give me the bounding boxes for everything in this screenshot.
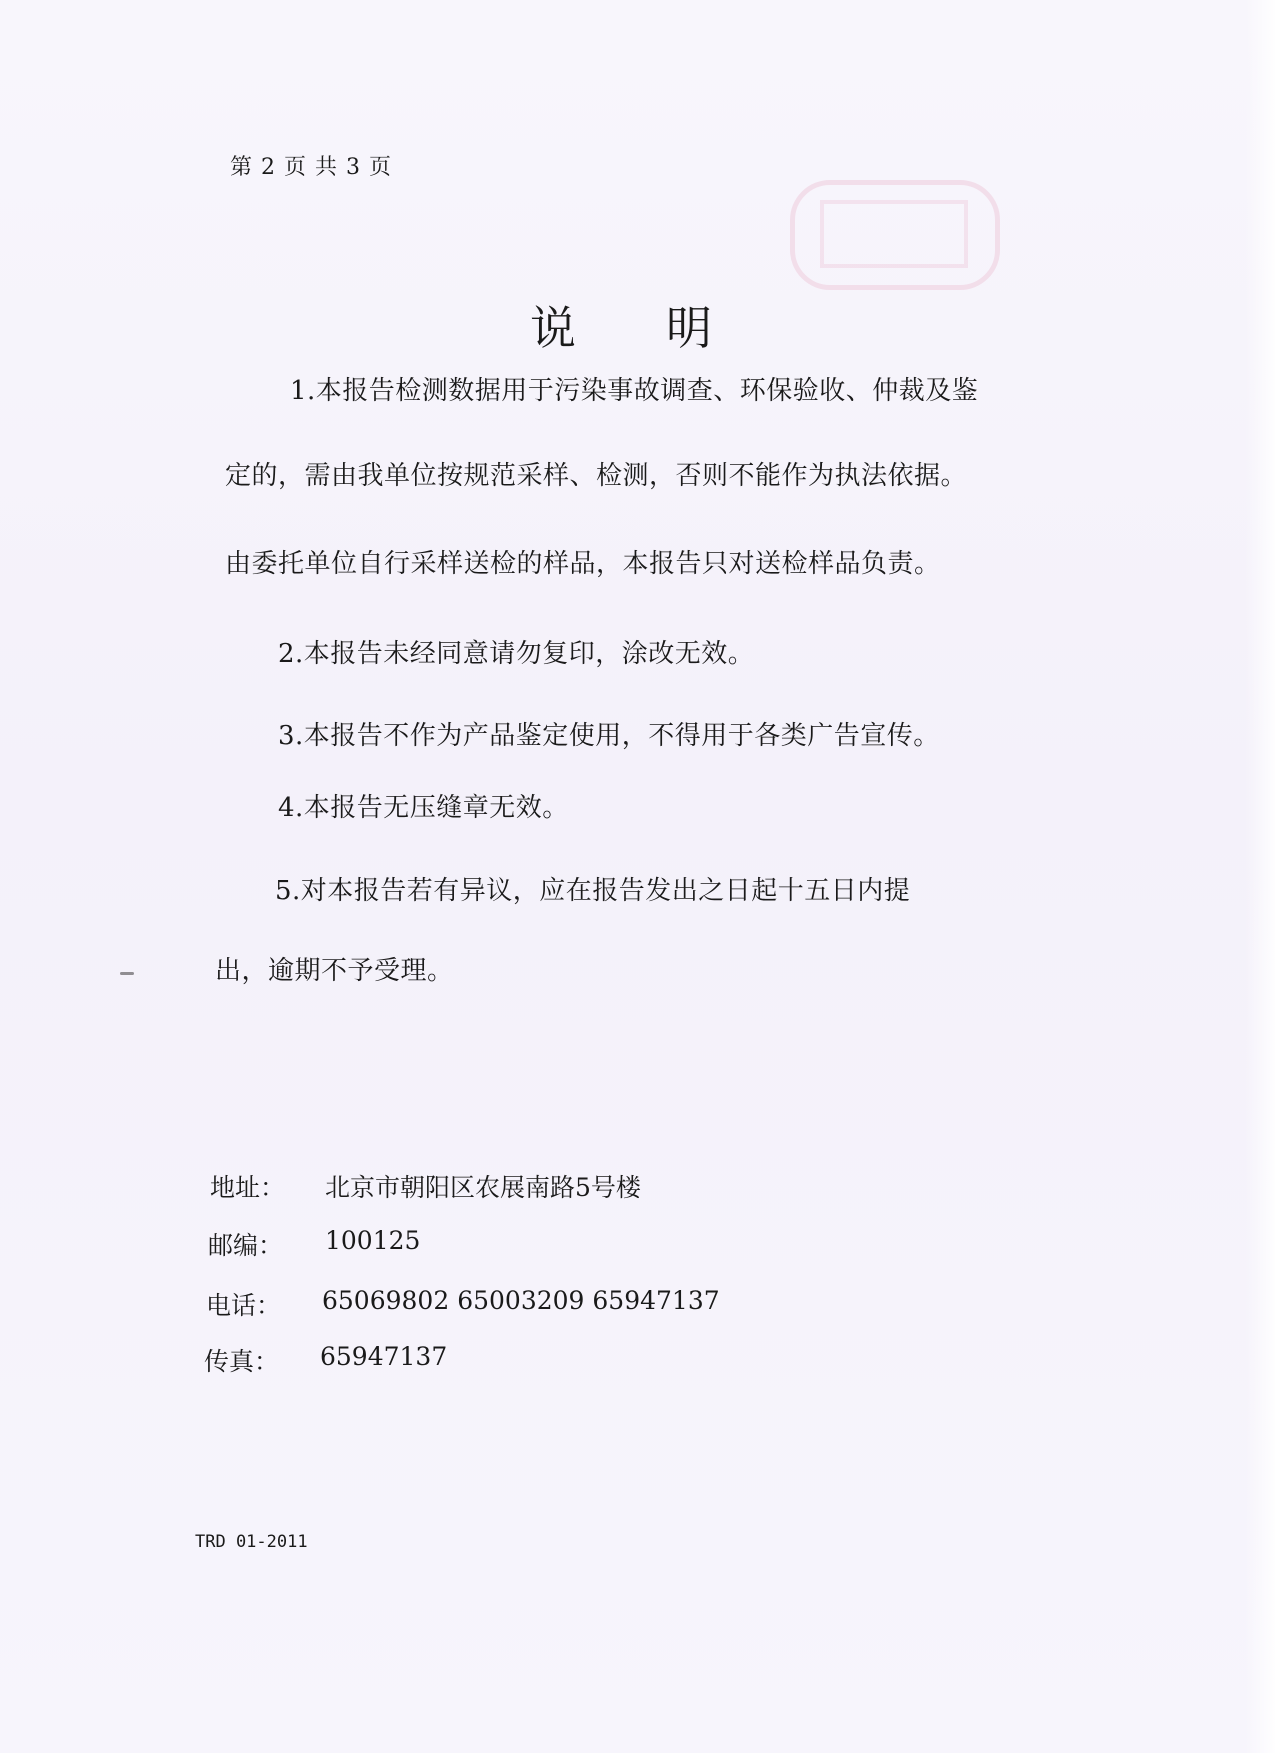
note-line-8: 出，逾期不予受理。 [215,956,454,986]
address-label: 地址： [210,1173,286,1202]
phone-value: 65069802 65003209 65947137 [322,1286,720,1315]
faded-stamp-inner [820,200,968,268]
form-code: TRD 01-2011 [195,1532,308,1552]
scan-edge [1245,0,1275,1753]
phone-label: 电话： [206,1291,282,1320]
address-value: 北京市朝阳区农展南路5号楼 [325,1173,641,1202]
note-line-7: 5.对本报告若有异议，应在报告发出之日起十五日内提 [275,876,911,906]
note-line-3: 由委托单位自行采样送检的样品，本报告只对送检样品负责。 [225,549,941,579]
note-line-5: 3.本报告不作为产品鉴定使用，不得用于各类广告宣传。 [278,721,940,751]
page-counter: 第 2 页 共 3 页 [230,155,392,180]
postcode-label: 邮编： [208,1231,284,1260]
fax-label: 传真： [204,1347,280,1376]
page-title: 说明 [530,301,802,355]
note-line-4: 2.本报告未经同意请勿复印，涂改无效。 [278,639,755,669]
scan-speck [120,972,134,975]
fax-value: 65947137 [320,1342,448,1371]
note-line-1: 1.本报告检测数据用于污染事故调查、环保验收、仲裁及鉴 [290,376,979,406]
note-line-6: 4.本报告无压缝章无效。 [278,793,569,823]
note-line-2: 定的，需由我单位按规范采样、检测，否则不能作为执法依据。 [225,461,968,491]
postcode-value: 100125 [325,1226,421,1255]
